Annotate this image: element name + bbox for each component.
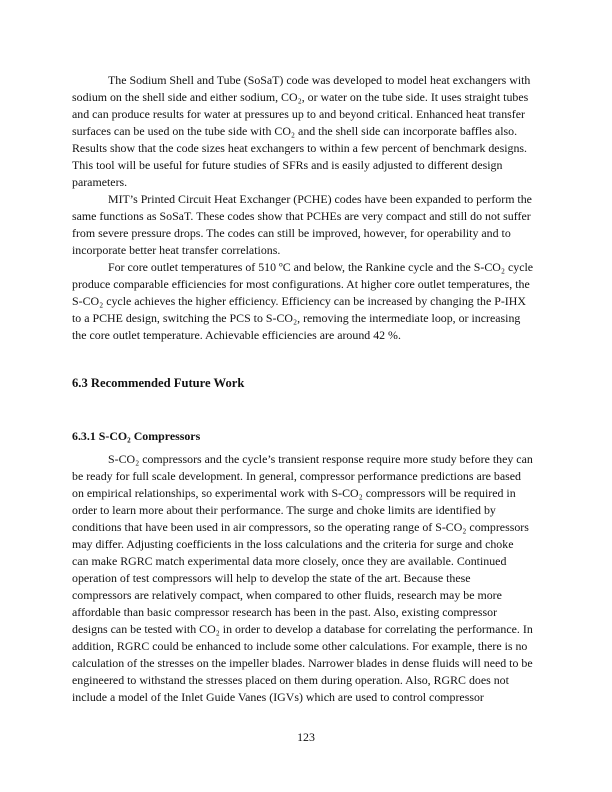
text-line: affordable than basic compressor research has been in the past. Also, existing compressor xyxy=(72,605,498,619)
text-line: S-CO₂ cycle achieves the higher efficiency. Efficiency can be increased by changing the P-IHX xyxy=(72,294,526,308)
text-line: Results show that the code sizes heat exchangers to within a few percent of benchmark designs. xyxy=(72,141,528,155)
text-line: surfaces can be used on the tube side with CO₂ and the shell side can incorporate baffles also. xyxy=(72,124,518,138)
text-line: incorporate better heat transfer correlations. xyxy=(72,243,281,257)
text-line: may differ. Adjusting coefficients in the loss calculations and the criteria for surge and choke xyxy=(72,537,514,551)
section-heading: 6.3 Recommended Future Work xyxy=(72,376,245,390)
text-line: produce comparable efficiencies for most configurations. At higher core outlet temperatures, the xyxy=(72,277,530,291)
text-line: calculation of the stresses on the impeller blades. Narrower blades in dense fluids will need to be xyxy=(72,656,533,670)
text-line: addition, RGRC could be enhanced to include some other calculations. For example, there is no xyxy=(72,639,528,653)
text-line: For core outlet temperatures of 510 ºC and below, the Rankine cycle and the S-CO₂ cycle xyxy=(108,260,534,274)
text-line: This tool will be useful for future studies of SFRs and is easily adjusted to different design xyxy=(72,158,503,172)
text-line: on empirical relationships, so experimental work with S-CO₂ compressors will be required in xyxy=(72,486,516,500)
subsection-heading: 6.3.1 S-CO₂ Compressors xyxy=(72,429,201,443)
text-line: MIT’s Printed Circuit Heat Exchanger (PCHE) codes have been expanded to perform the xyxy=(108,192,532,206)
text-line: operation of test compressors will help to develop the state of the art. Because these xyxy=(72,571,471,585)
page-number: 123 xyxy=(297,730,315,744)
text-line: include a model of the Inlet Guide Vanes (IGVs) which are used to control compressor xyxy=(72,690,484,704)
text-line: be ready for full scale development. In general, compressor performance predictions are based xyxy=(72,469,522,483)
text-line: parameters. xyxy=(72,175,128,189)
text-line: engineered to withstand the stresses placed on them during operation. Also, RGRC does not xyxy=(72,673,509,687)
text-line: the core outlet temperature. Achievable efficiencies are around 42 %. xyxy=(72,328,401,342)
text-line: conditions that have been used in air compressors, so the operating range of S-CO₂ compressors xyxy=(72,520,529,534)
text-line: and can produce results for water at pressures up to and beyond critical. Enhanced heat transfer xyxy=(72,107,525,121)
text-line: compressors are relatively compact, when compared to other fluids, research may be more xyxy=(72,588,502,602)
text-line: order to learn more about their performance. The surge and choke limits are identified by xyxy=(72,503,496,517)
text-line: can make RGRC match experimental data more closely, once they are available. Continued xyxy=(72,554,507,568)
text-line: same functions as SoSaT. These codes show that PCHEs are very compact and still do not suffer xyxy=(72,209,531,223)
text-line: to a PCHE design, switching the PCS to S-CO₂, removing the intermediate loop, or increasing xyxy=(72,311,521,325)
text-line: sodium on the shell side and either sodium, CO₂, or water on the tube side. It uses straight tubes xyxy=(72,90,529,104)
text-line: from severe pressure drops. The codes can still be improved, however, for operability and to xyxy=(72,226,511,240)
text-line: The Sodium Shell and Tube (SoSaT) code was developed to model heat exchangers with xyxy=(108,73,531,87)
text-line: designs can be tested with CO₂ in order to develop a database for correlating the performance. In xyxy=(72,622,533,636)
text-line: S-CO₂ compressors and the cycle’s transient response require more study before they can xyxy=(108,452,533,466)
